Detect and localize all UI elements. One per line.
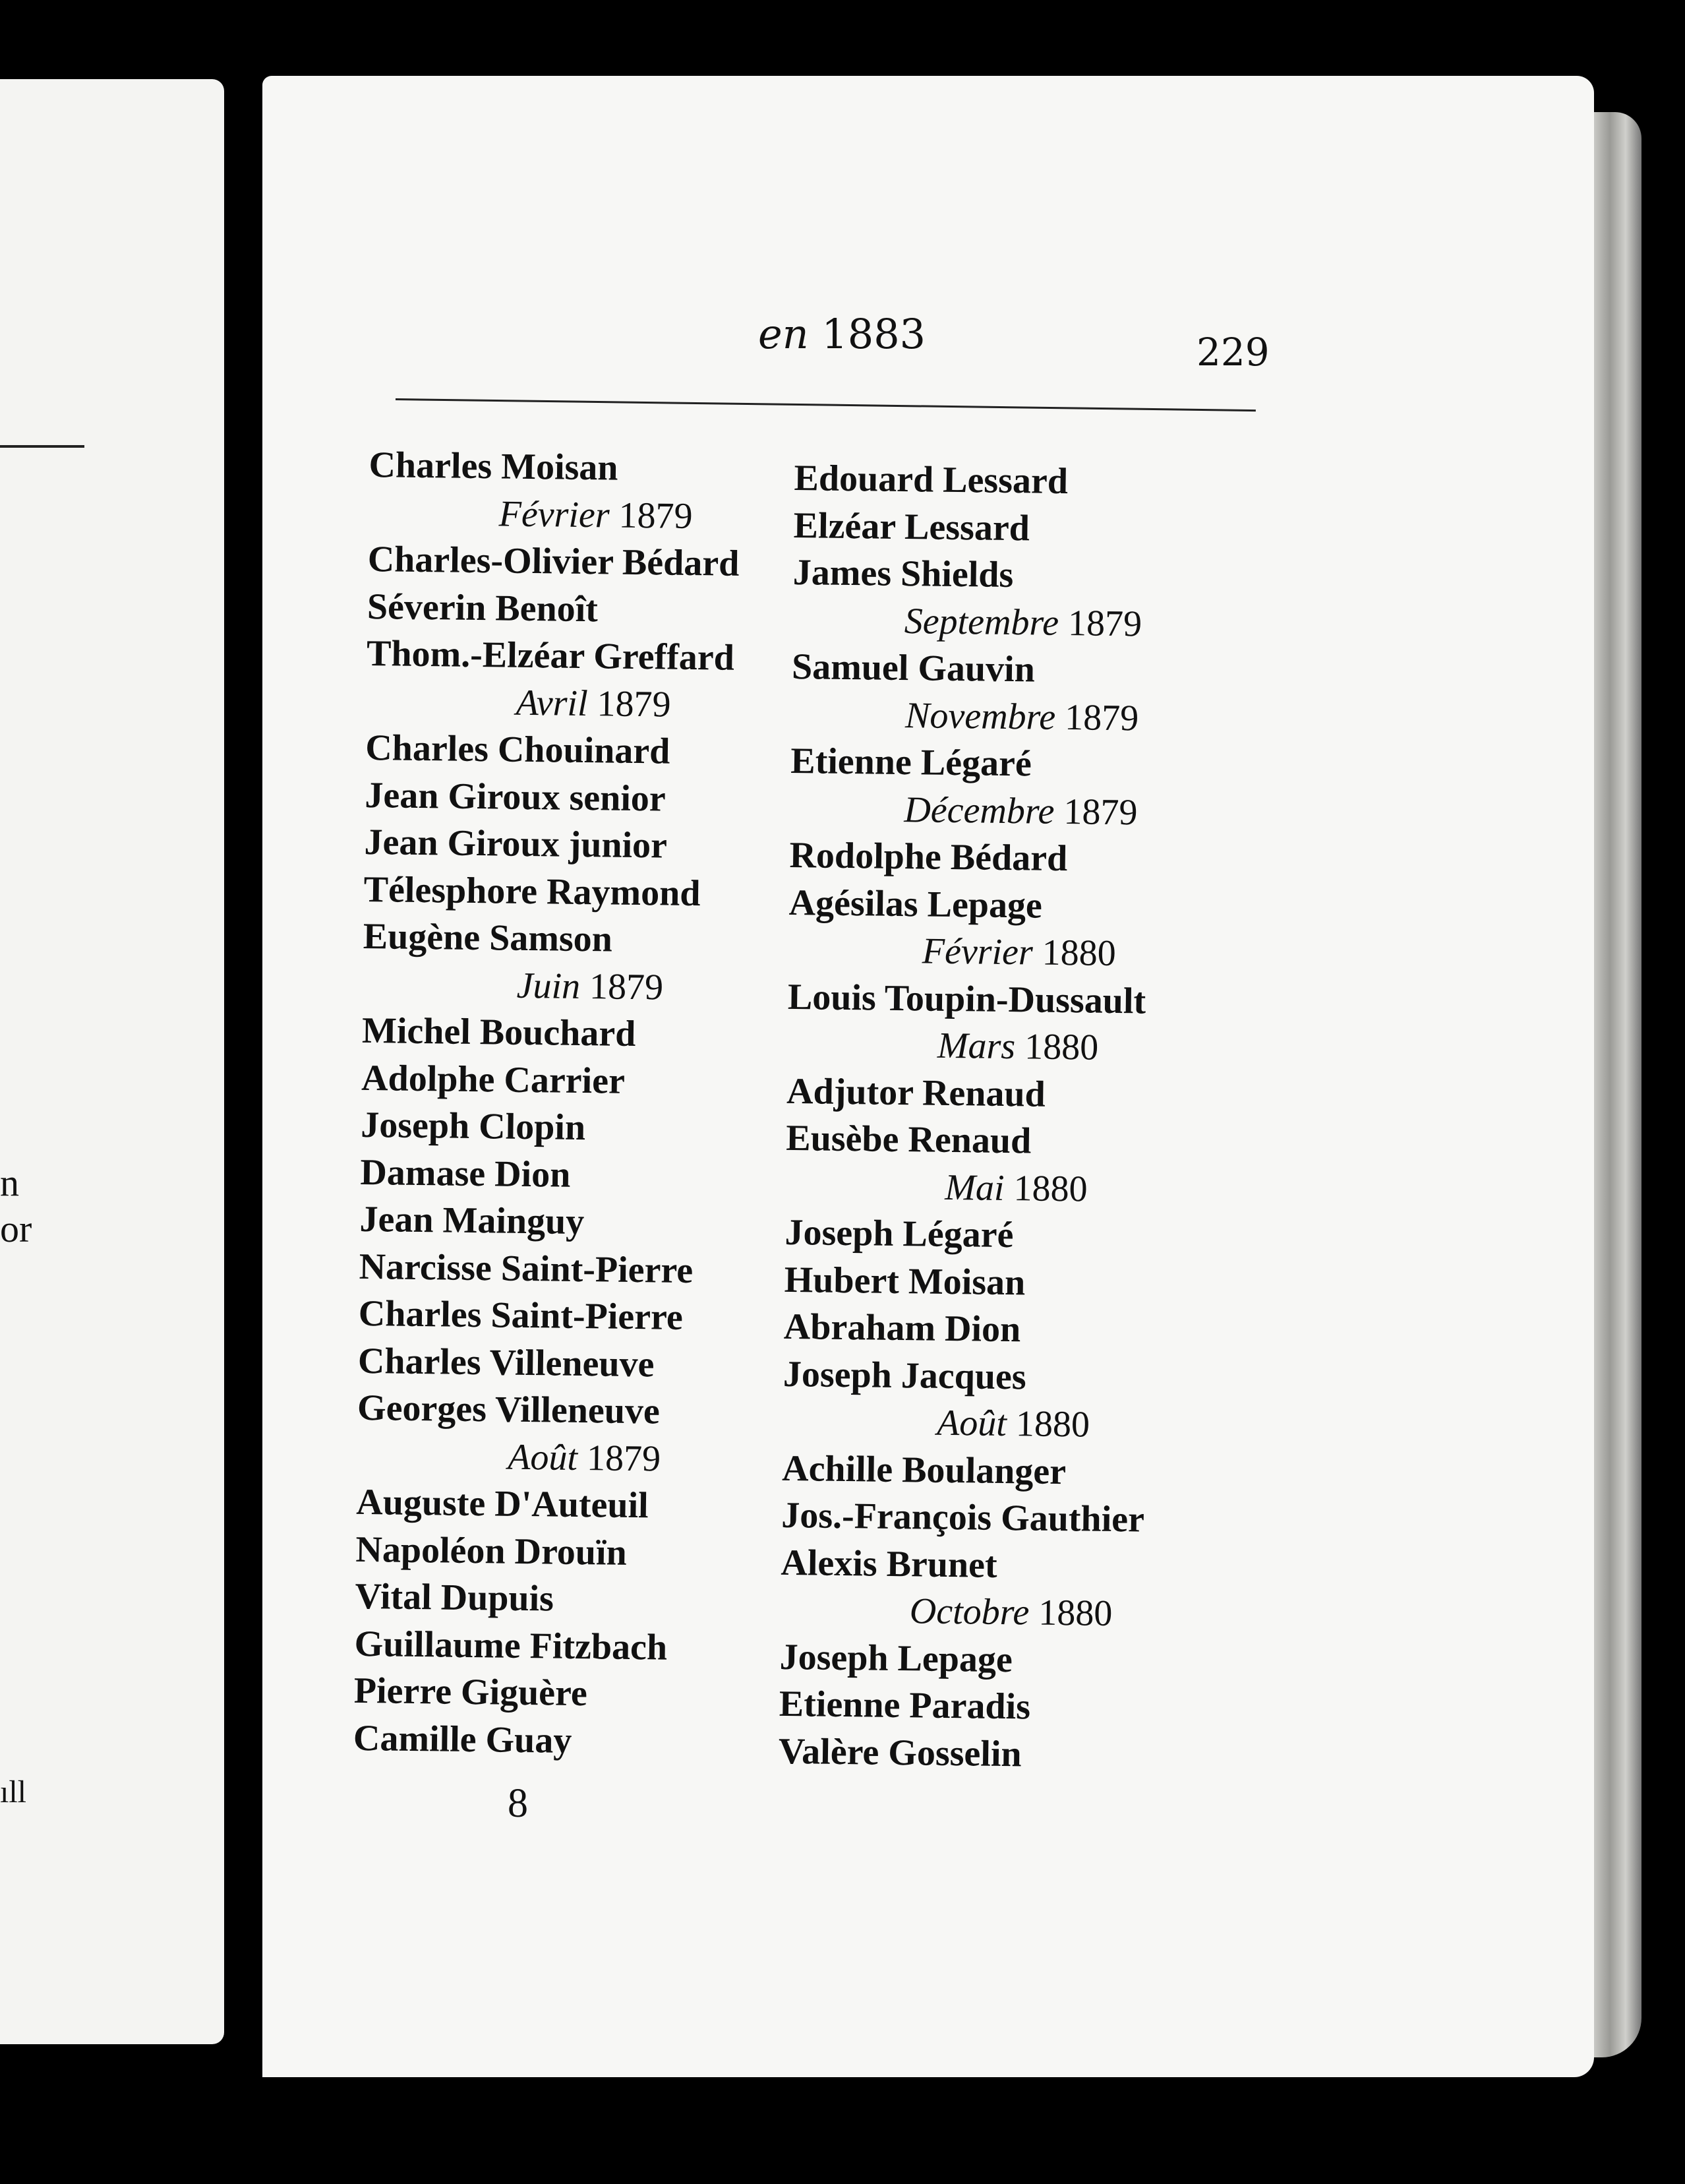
date-month: Juin <box>516 965 581 1007</box>
name-entry: Charles Saint-Pierre <box>358 1292 684 1338</box>
running-head-italic: en <box>758 310 809 358</box>
name-entry: Achille Boulanger <box>781 1447 1067 1492</box>
name-entry: Eusèbe Renaud <box>785 1117 1032 1162</box>
name-entry: Jos.-François Gauthier <box>781 1494 1145 1540</box>
name-entry: Napoléon Drouïn <box>355 1529 628 1573</box>
name-entry: Séverin Benoît <box>367 586 599 630</box>
name-entry: Charles Chouinard <box>365 727 670 772</box>
date-month: Mai <box>944 1167 1005 1209</box>
name-entry: Télesphore Raymond <box>363 868 701 914</box>
date-heading <box>790 785 1252 837</box>
date-year: 1880 <box>1042 932 1117 975</box>
date-year: 1880 <box>1013 1167 1088 1210</box>
facing-page-fragment: ıll <box>0 1774 27 1809</box>
name-entry: James Shields <box>792 551 1014 596</box>
name-entry: Georges Villeneuve <box>357 1387 661 1432</box>
date-month: Août <box>507 1436 578 1478</box>
name-entry: Charles Villeneuve <box>357 1340 655 1385</box>
name-entry: Pierre Giguère <box>353 1670 588 1714</box>
date-year: 1880 <box>1024 1026 1099 1068</box>
date-year: 1880 <box>1015 1403 1090 1445</box>
date-year: 1879 <box>1064 696 1139 739</box>
name-entry: Joseph Clopin <box>360 1104 586 1149</box>
name-entry: Joseph Jacques <box>783 1353 1027 1397</box>
name-entry: Camille Guay <box>353 1717 572 1761</box>
name-entry: Adjutor Renaud <box>786 1070 1046 1115</box>
name-entry: Abraham Dion <box>783 1306 1021 1350</box>
date-heading <box>783 1398 1245 1451</box>
date-month: Octobre <box>909 1591 1030 1633</box>
date-year: 1879 <box>618 495 693 537</box>
date-heading <box>788 926 1250 979</box>
name-entry: Edouard Lessard <box>794 457 1069 502</box>
date-year: 1879 <box>589 965 664 1008</box>
date-heading <box>363 960 818 1013</box>
left-column <box>353 442 824 1767</box>
date-heading <box>785 1162 1247 1215</box>
name-entry: Vital Dupuis <box>355 1575 554 1620</box>
running-head-year: 1883 <box>821 310 926 358</box>
name-entry: Guillaume Fitzbach <box>354 1623 668 1668</box>
name-entry: Samuel Gauvin <box>791 646 1036 690</box>
name-entry: Jean Giroux junior <box>364 821 668 866</box>
name-entry: Charles-Olivier Bédard <box>367 538 740 584</box>
date-month: Avril <box>516 682 588 724</box>
name-entry: Auguste D'Auteuil <box>355 1481 649 1527</box>
date-heading <box>357 1432 812 1484</box>
name-entry: Joseph Légaré <box>784 1211 1014 1256</box>
date-year: 1879 <box>597 682 671 725</box>
facing-page-fragment: or <box>0 1207 32 1250</box>
name-entry: Thom.-Elzéar Greffard <box>366 632 735 679</box>
facing-page-fragment: n <box>0 1161 19 1204</box>
date-month: Août <box>936 1402 1007 1445</box>
date-year: 1879 <box>586 1437 661 1480</box>
name-entry: Joseph Lepage <box>779 1636 1013 1680</box>
date-month: Novembre <box>904 694 1056 738</box>
date-year: 1880 <box>1038 1592 1113 1635</box>
date-heading <box>368 489 823 541</box>
name-entry: Valère Gosselin <box>778 1730 1022 1774</box>
date-year: 1879 <box>1063 791 1138 833</box>
date-heading <box>366 677 821 730</box>
name-entry: Michel Bouchard <box>361 1010 636 1055</box>
date-heading <box>787 1021 1249 1074</box>
name-entry: Etienne Paradis <box>779 1683 1031 1728</box>
name-entry: Etienne Légaré <box>790 740 1032 785</box>
name-entry: Damase Dion <box>360 1151 571 1196</box>
page-number: 229 <box>1197 330 1270 375</box>
name-entry: Elzéar Lessard <box>793 504 1030 549</box>
date-year: 1879 <box>1067 602 1142 644</box>
name-entry: Louis Toupin-Dussault <box>787 976 1146 1022</box>
name-entry: Rodolphe Bédard <box>789 834 1068 880</box>
date-heading <box>780 1587 1242 1639</box>
name-entry: Narcisse Saint-Pierre <box>359 1246 694 1291</box>
name-entry: Agésilas Lepage <box>788 882 1043 926</box>
name-entry: Charles Moisan <box>369 444 618 489</box>
name-entry: Jean Giroux senior <box>365 774 666 820</box>
date-heading <box>791 690 1253 743</box>
name-entry: Alexis Brunet <box>781 1542 998 1586</box>
date-month: Février <box>498 493 610 535</box>
facing-page-rule <box>0 445 84 448</box>
date-heading <box>792 596 1255 649</box>
running-head <box>758 310 926 358</box>
name-entry: Eugène Samson <box>363 915 613 960</box>
name-entry: Adolphe Carrier <box>361 1057 626 1102</box>
page-edge <box>1589 112 1641 2057</box>
name-entry: Jean Mainguy <box>359 1198 585 1243</box>
right-column <box>779 455 1256 1780</box>
facing-page <box>0 79 224 2044</box>
date-month: Décembre <box>904 789 1055 832</box>
name-entry: Hubert Moisan <box>784 1259 1026 1303</box>
signature-mark: 8 <box>508 1781 528 1826</box>
date-month: Septembre <box>904 600 1059 644</box>
date-month: Février <box>922 930 1034 973</box>
date-month: Mars <box>937 1025 1016 1068</box>
